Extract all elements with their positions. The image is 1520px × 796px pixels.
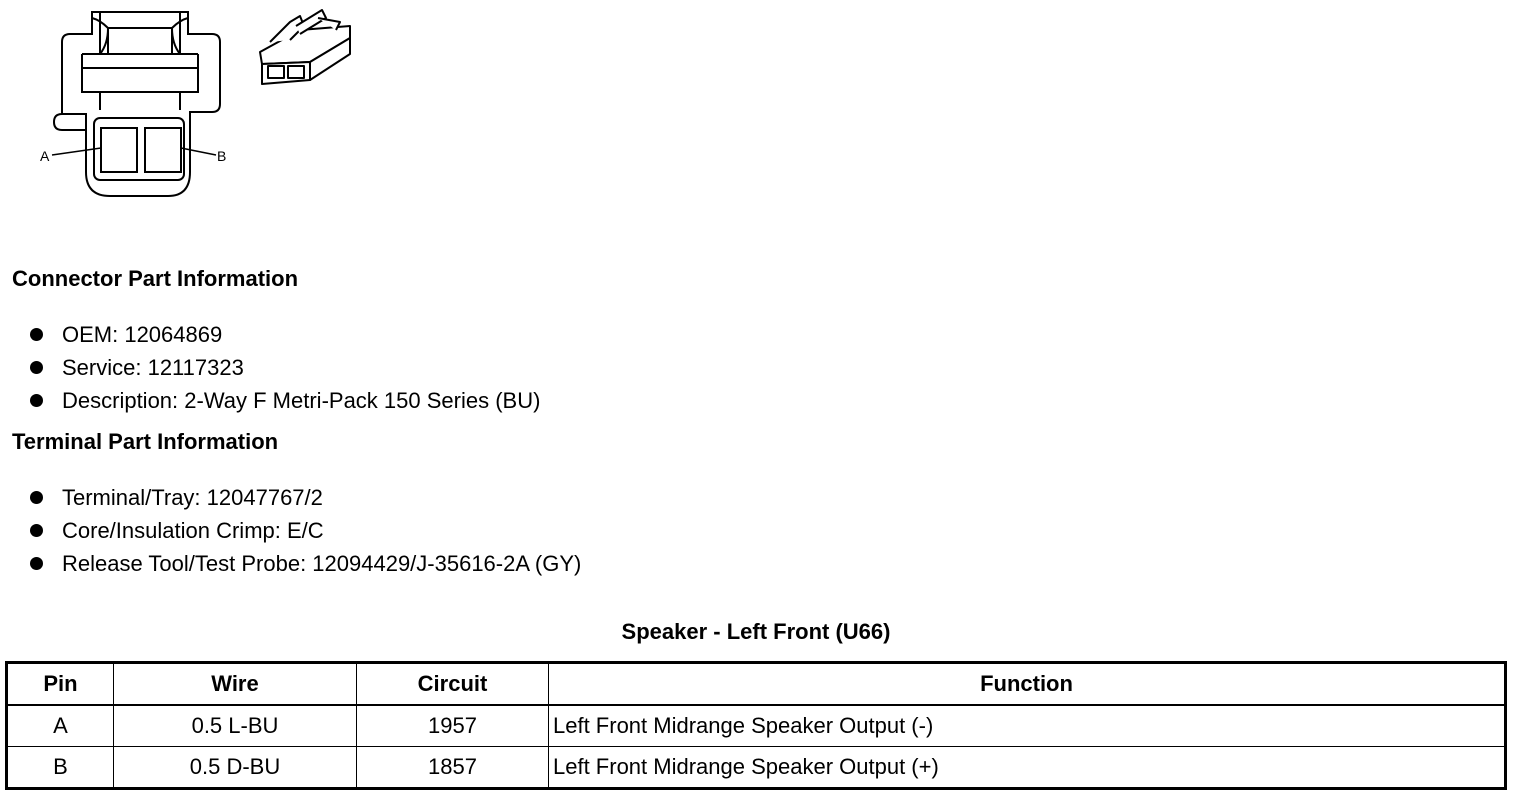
pin-a-label: A <box>40 148 50 164</box>
connector-face-view <box>52 12 220 196</box>
terminal-part-heading: Terminal Part Information <box>12 429 279 454</box>
header-pin: Pin <box>7 663 114 706</box>
cell-wire: 0.5 L-BU <box>114 705 357 747</box>
pin-b-label: B <box>217 148 227 164</box>
table-header-row <box>7 663 1506 706</box>
pin-table <box>5 661 1507 790</box>
table-row <box>7 705 1506 747</box>
cell-pin: B <box>7 747 114 789</box>
header-function: Function <box>549 663 1506 706</box>
bullet-icon <box>30 557 43 570</box>
cell-wire: 0.5 D-BU <box>114 747 357 789</box>
connector-isometric-view <box>260 10 350 84</box>
header-circuit: Circuit <box>357 663 549 706</box>
bullet-icon <box>30 361 43 374</box>
cell-function: Left Front Midrange Speaker Output (+) <box>549 747 1506 789</box>
connector-diagram <box>0 0 370 210</box>
bullet-icon <box>30 328 43 341</box>
bullet-icon <box>30 524 43 537</box>
bullet-icon <box>30 394 43 407</box>
bullet-icon <box>30 491 43 504</box>
cell-pin: A <box>7 705 114 747</box>
cell-function: Left Front Midrange Speaker Output (-) <box>549 705 1506 747</box>
header-wire: Wire <box>114 663 357 706</box>
cell-circuit: 1957 <box>357 705 549 747</box>
connector-part-heading: Connector Part Information <box>12 266 299 291</box>
table-row <box>7 747 1506 789</box>
cell-circuit: 1857 <box>357 747 549 789</box>
table-title: Speaker - Left Front (U66) <box>621 619 891 644</box>
